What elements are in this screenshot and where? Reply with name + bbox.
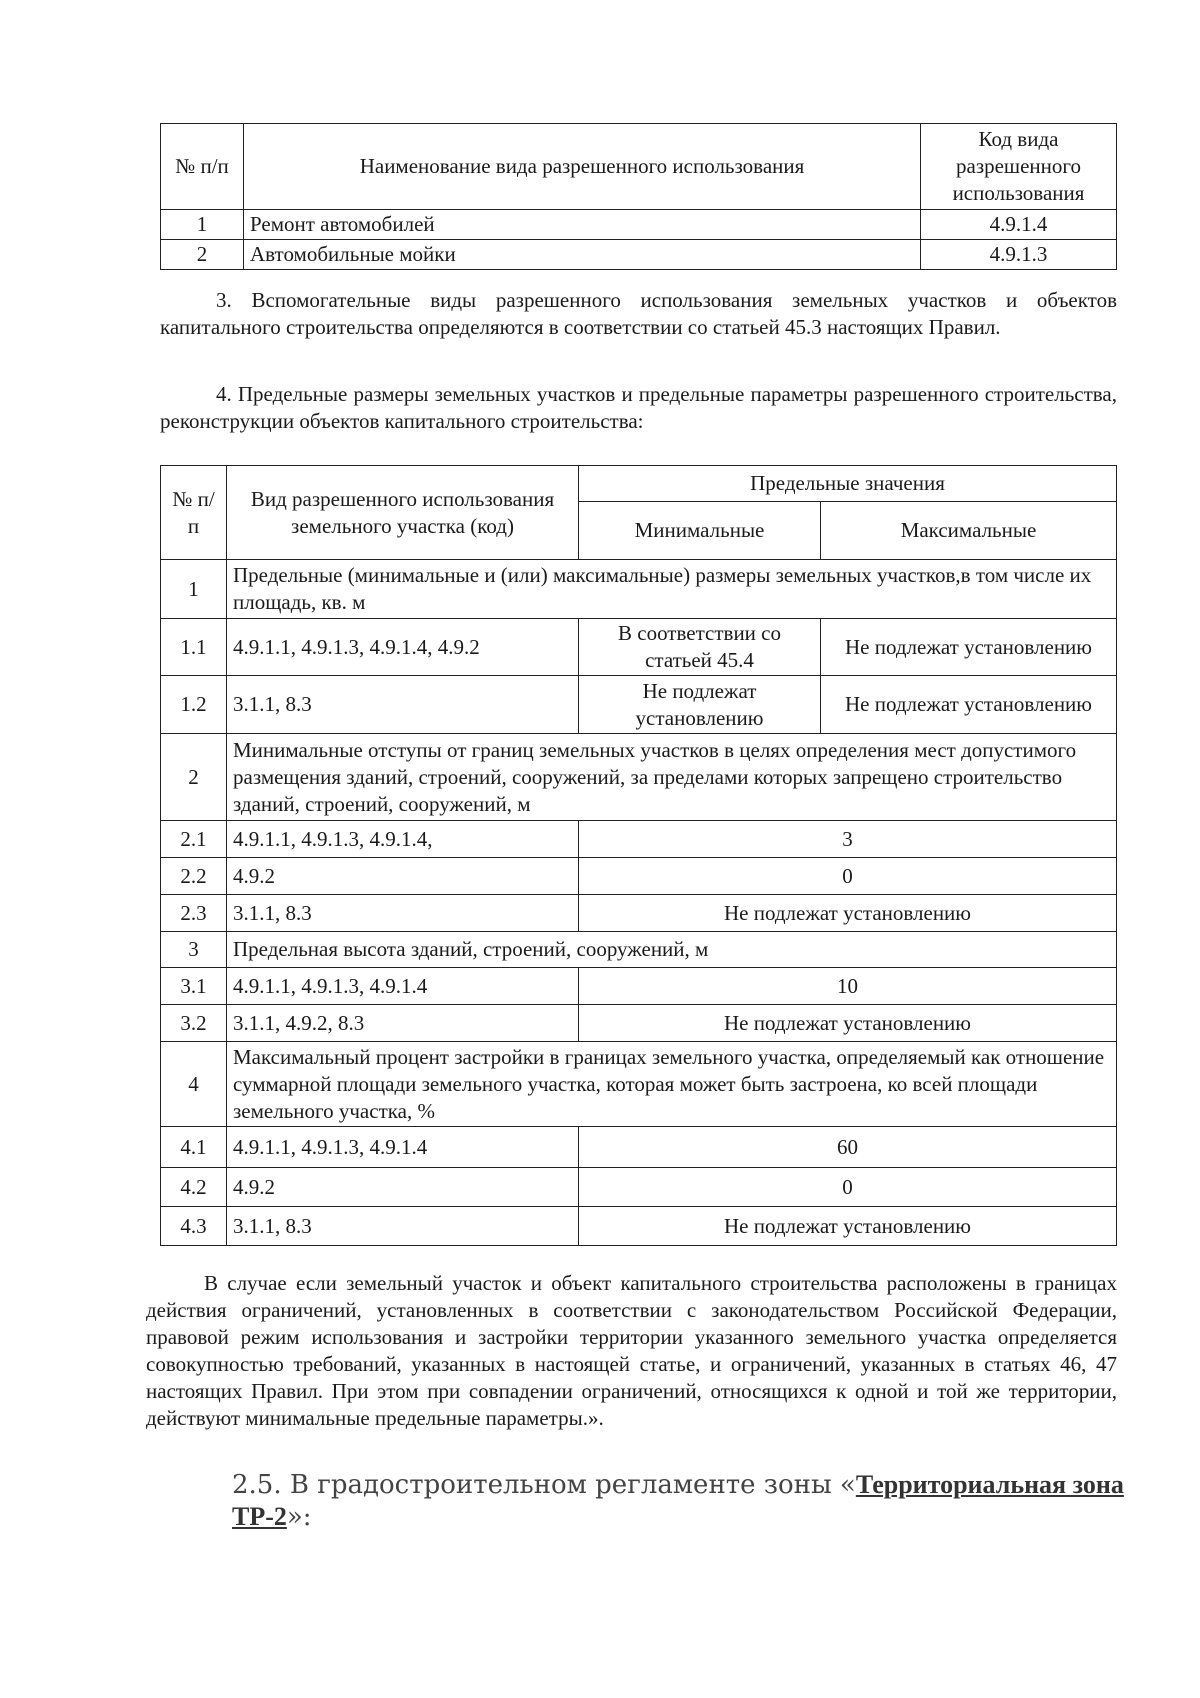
header-kind: Вид разрешенного использования земельного участка (код) [227,466,579,560]
row-num: 2.2 [161,858,227,895]
row-num: 1 [161,210,244,240]
row-max: Не подлежат установлению [821,676,1117,734]
row-min: В соответствии со статьей 45.4 [579,619,821,676]
row-value: 10 [579,968,1117,1005]
row-min: Не подлежат установлению [579,676,821,734]
limits-table [160,465,1117,1246]
row-text: Предельная высота зданий, строений, сооружений, м [227,932,1117,968]
row-name: Ремонт автомобилей [244,210,921,240]
row-codes: 4.9.1.1, 4.9.1.3, 4.9.1.4 [227,1127,579,1168]
heading-prefix: 2.5. В градостроительном регламенте зоны « [232,1470,856,1500]
paragraph-5: В случае если земельный участок и объект капитального строительства расположены в границах действия ограничений, установленных в соответствии с законодательством Российской Федерации, правовой режим использования и застройки территории указанного земельного участка определяется совокупностью требований, указанных в настоящей статье, и ограничений, указанных в статьях 46, 47 настоящих Правил. При этом при совпадении ограничений, относящихся к одной и той же территории, действуют минимальные предельные параметры.». [146,1271,1117,1430]
header-num: № п/п [161,466,227,560]
uses-table-header [161,124,1117,210]
row-num: 2 [161,734,227,821]
zone-name: Территориальная зона ТР-2 [232,1470,1124,1531]
row-value: 0 [579,1168,1117,1207]
row-codes: 3.1.1, 8.3 [227,1207,579,1246]
header-num: № п/п [161,124,244,210]
row-codes: 3.1.1, 4.9.2, 8.3 [227,1005,579,1042]
row-codes: 4.9.1.1, 4.9.1.3, 4.9.1.4 [227,968,579,1005]
row-max: Не подлежат установлению [821,619,1117,676]
table-row [161,821,1117,858]
table-row [161,734,1117,821]
row-num: 4.1 [161,1127,227,1168]
row-num: 4.3 [161,1207,227,1246]
row-text: Минимальные отступы от границ земельных участков в целях определения мест допустимого размещения зданий, строений, сооружений, за пределами которых запрещено строительство зданий, строений, сооружений, м [227,734,1117,821]
header-limits: Предельные значения [579,466,1117,502]
row-value: Не подлежат установлению [579,1005,1117,1042]
table-row [161,1207,1117,1246]
table-row [161,676,1117,734]
table-row [161,1005,1117,1042]
row-value: Не подлежат установлению [579,895,1117,932]
row-num: 3.2 [161,1005,227,1042]
uses-table [160,123,1117,270]
row-value: 3 [579,821,1117,858]
table-row [161,968,1117,1005]
row-name: Автомобильные мойки [244,240,921,270]
table-row [161,560,1117,619]
header-name: Наименование вида разрешенного использования [244,124,921,210]
row-code: 4.9.1.4 [921,210,1117,240]
row-codes: 4.9.2 [227,1168,579,1207]
row-code: 4.9.1.3 [921,240,1117,270]
row-num: 2.1 [161,821,227,858]
table-row [161,858,1117,895]
row-codes: 4.9.2 [227,858,579,895]
header-min: Минимальные [579,502,821,560]
table-row [161,932,1117,968]
row-num: 4 [161,1042,227,1127]
row-num: 2 [161,240,244,270]
row-value: 0 [579,858,1117,895]
row-codes: 4.9.1.1, 4.9.1.3, 4.9.1.4, 4.9.2 [227,619,579,676]
table-row [161,240,1117,270]
limits-header-row-1 [161,466,1117,502]
header-max: Максимальные [821,502,1117,560]
table-row [161,1127,1117,1168]
table-row [161,619,1117,676]
row-codes: 3.1.1, 8.3 [227,895,579,932]
table-row [161,895,1117,932]
row-value: Не подлежат установлению [579,1207,1117,1246]
heading-suffix: »: [286,1502,312,1532]
row-num: 1.2 [161,676,227,734]
row-text: Предельные (минимальные и (или) максимальные) размеры земельных участков,в том числе их площадь, кв. м [227,560,1117,619]
row-num: 3 [161,932,227,968]
table-row [161,1168,1117,1207]
row-num: 1.1 [161,619,227,676]
section-heading [232,1469,1200,1533]
paragraph-3: 3. Вспомогательные виды разрешенного использования земельных участков и объектов капитального строительства определяются в соответствии со статьей 45.3 настоящих Правил. [160,288,1117,339]
row-text: Максимальный процент застройки в границах земельного участка, определяемый как отношение суммарной площади земельного участка, которая может быть застроена, ко всей площади земельного участка, % [227,1042,1117,1127]
table-row [161,1042,1117,1127]
table-row [161,210,1117,240]
row-value: 60 [579,1127,1117,1168]
row-num: 2.3 [161,895,227,932]
row-num: 1 [161,560,227,619]
row-num: 3.1 [161,968,227,1005]
row-codes: 3.1.1, 8.3 [227,676,579,734]
row-codes: 4.9.1.1, 4.9.1.3, 4.9.1.4, [227,821,579,858]
paragraph-4: 4. Предельные размеры земельных участков и предельные параметры разрешенного строительства, реконструкции объектов капитального строительства: [160,382,1117,433]
header-code: Код вида разрешенного использования [921,124,1117,210]
row-num: 4.2 [161,1168,227,1207]
